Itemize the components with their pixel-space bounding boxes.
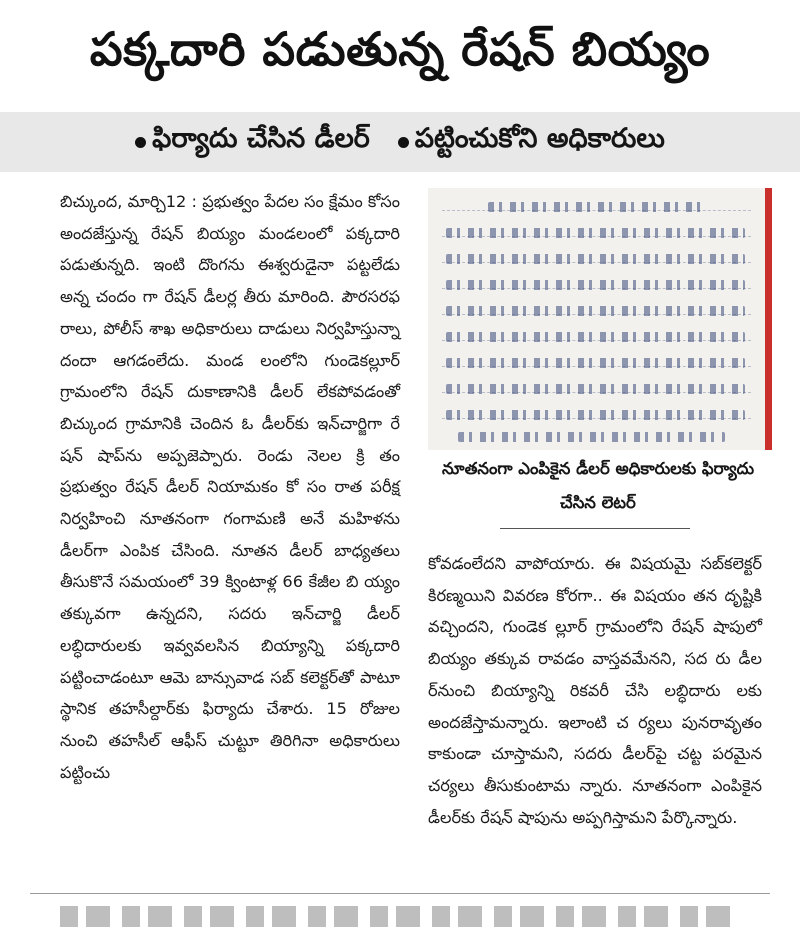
- footer-divider: [30, 893, 770, 894]
- letter-photo: [428, 188, 772, 450]
- article-body-right: కోవడంలేదని వాపోయారు. ఈ విషయమై సబ్‌కలెక్టర్ కిరణ్మయిని వివరణ కోరగా.. ఈ విషయం తన దృష్టికి వచ్చిందని, గుండెక ల్లూర్ గ్రామంలోని రేషన్ షాపులో బియ్యం తక్కువ రావడం వాస్తవమేనని, సద రు డీల ర్‌నుంచి బియ్యాన్ని రికవరీ చేసి లబ్ధిదారు లకు అందజేస్తామన్నారు. ఇలాంటి చ ర్యలు పునరావృతం కాకుండా చూస్తామని, సదరు డీలర్‌పై చట్ట పరమైన చర్యలు తీసుకుంటామ న్నారు. నూతనంగా ఎంపికైన డీలర్‌కు రేషన్ షాపును అప్పగిస్తామని పేర్కొన్నారు.: [428, 554, 762, 827]
- article-column-left: [60, 186, 400, 788]
- article-column-right: [428, 548, 762, 833]
- subhead-text-2: పట్టించుకోని అధికారులు: [414, 123, 665, 154]
- article-body-left: బిచ్కుంద, మార్చి12 : ప్రభుత్వం పేదల సం క్షేమం కోసం అందజేస్తున్న రేషన్ బియ్యం మండలంలో పక్కదారి పడుతున్నది. ఇంటి దొంగను ఈశ్వరుడైనా పట్టలేడు అన్న చందం గా రేషన్ డీలర్ల తీరు మారింది. పౌరసరఫ రాలు, పోలీస్ శాఖ అధికారులు దాడులు నిర్వహిస్తున్నా దందా ఆగడంలేదు. మండ లంలోని గుండెకల్లూర్ గ్రామంలోని రేషన్ దుకాణానికి డీలర్ లేకపోవడంతో బిచ్కుంద గ్రామానికి చెందిన ఓ డీలర్‌కు ఇన్‌చార్జిగా రే షన్ షాప్‌ను అప్పజెప్పారు. రెండు నెలల క్రి తం ప్రభుత్వం రేషన్ డీలర్ నియామకం కో సం రాత పరీక్ష నిర్వహించి నూతనంగా గంగామణి అనే మహిళను డీలర్‌గా ఎంపిక చేసింది. నూతన డీలర్ బాధ్యతలు తీసుకొనే సమయంలో 39 క్వింటాళ్ల 66 కేజీల బి య్యం తక్కువగా ఉన్నదని, సదరు ఇన్‌చార్జి డీలర్ లబ్ధిదారులకు ఇవ్వవలసిన బియ్యాన్ని పక్కదారి పట్టించాడంటూ ఆమె బాన్సువాడ సబ్ కలెక్టర్‌తో పాటూ స్థానిక తహసీల్దార్‌కు ఫిర్యాదు చేశారు. 15 రోజుల నుంచి తహసీల్ ఆఫీస్ చుట్టూ తిరిగినా అధికారులు పట్టించు: [60, 192, 400, 782]
- subhead-item-2: [398, 123, 665, 161]
- bullet-dot-icon: [135, 137, 146, 148]
- bullet-dot-icon: [398, 137, 409, 148]
- subhead-band: [0, 112, 800, 172]
- headline: పక్కదారి పడుతున్న రేషన్ బియ్యం: [89, 22, 711, 76]
- photo-caption: నూతనంగా ఎంపికైన డీలర్ అధికారులకు ఫిర్యాదు చేసిన లెటర్: [441, 459, 755, 512]
- next-article-cutoff: [60, 906, 740, 927]
- subhead-item-1: [135, 123, 370, 161]
- subhead-text-1: ఫిర్యాదు చేసిన డీలర్: [152, 123, 370, 154]
- caption-divider: [500, 528, 690, 529]
